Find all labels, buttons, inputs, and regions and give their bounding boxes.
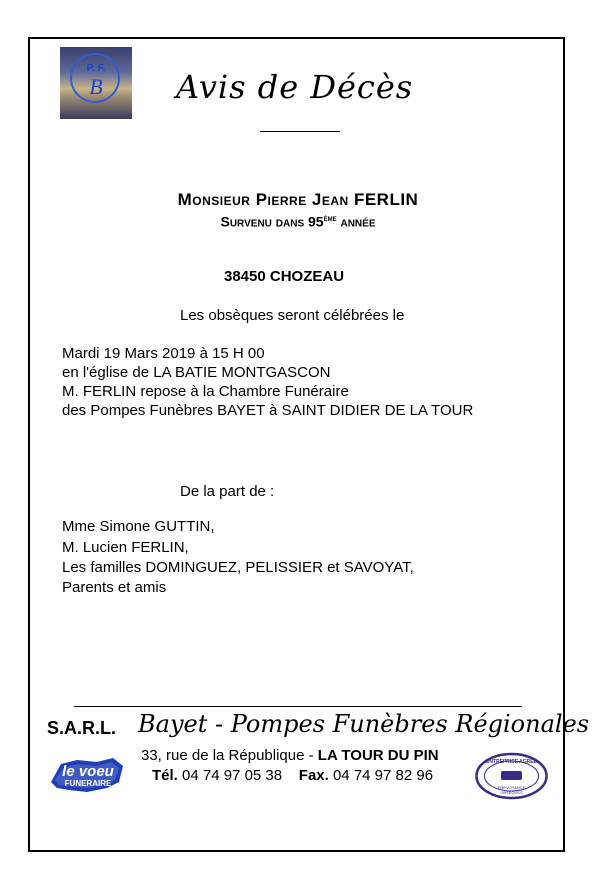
deceased-name: Monsieur Pierre Jean FERLIN [177, 190, 419, 209]
entreprise-agree-seal [474, 752, 549, 800]
levoeu-funeraire-logo [47, 752, 129, 796]
family-line: Mme Simone GUTTIN, [62, 518, 215, 535]
ceremony-line: des Pompes Funèbres BAYET à SAINT DIDIER DE LA TOUR [62, 402, 474, 419]
address-city: LA TOUR DU PIN [317, 747, 439, 764]
fax-label: Fax. [298, 767, 329, 784]
pf-bayet-logo [60, 47, 132, 119]
footer-divider [74, 706, 522, 707]
title-divider [260, 131, 340, 132]
tel-label: Tél. [152, 767, 178, 784]
ceremony-intro: Les obsèques seront célébrées le [180, 307, 405, 324]
company-address [141, 747, 439, 764]
seal-top-text: ENTREPRISE AGREE [486, 759, 537, 765]
ceremony-line: Mardi 19 Mars 2019 à 15 H 00 [62, 345, 265, 362]
family-intro: De la part de : [180, 483, 275, 500]
town-line: 38450 CHOZEAU [224, 268, 345, 285]
age-prefix: Survenu dans [220, 213, 305, 230]
address-street: 33, rue de la République - [141, 747, 318, 764]
tel-number: 04 74 97 05 38 [182, 767, 283, 784]
levoeu-text: le voeu [62, 763, 114, 780]
notice-title: Avis de Décès [176, 68, 414, 106]
seal-bottom-text: OBSEQUES [500, 790, 523, 795]
funeraire-text: FUNERAIRE [64, 779, 112, 788]
age-word: année [340, 213, 376, 230]
family-line: M. Lucien FERLIN, [62, 539, 189, 556]
logo-b-text: B [89, 74, 103, 99]
company-phone [152, 767, 433, 784]
age-number: 95 [308, 213, 324, 230]
company-type: S.A.R.L. [47, 718, 117, 738]
family-line: Les familles DOMINGUEZ, PELISSIER et SAVOYAT, [62, 559, 414, 576]
seal-mid-text: PREVOYANCE [497, 785, 526, 790]
family-line: Parents et amis [62, 579, 167, 596]
age-line [0, 213, 596, 230]
logo-pf-text: P. F. [86, 63, 106, 74]
company-name: Bayet - Pompes Funèbres Régionales [138, 710, 590, 738]
fax-number: 04 74 97 82 96 [332, 767, 434, 784]
ceremony-line: M. FERLIN repose à la Chambre Funéraire [62, 383, 349, 400]
ceremony-line: en l'église de LA BATIE MONTGASCON [62, 364, 331, 381]
age-suffix: ème [323, 213, 337, 223]
